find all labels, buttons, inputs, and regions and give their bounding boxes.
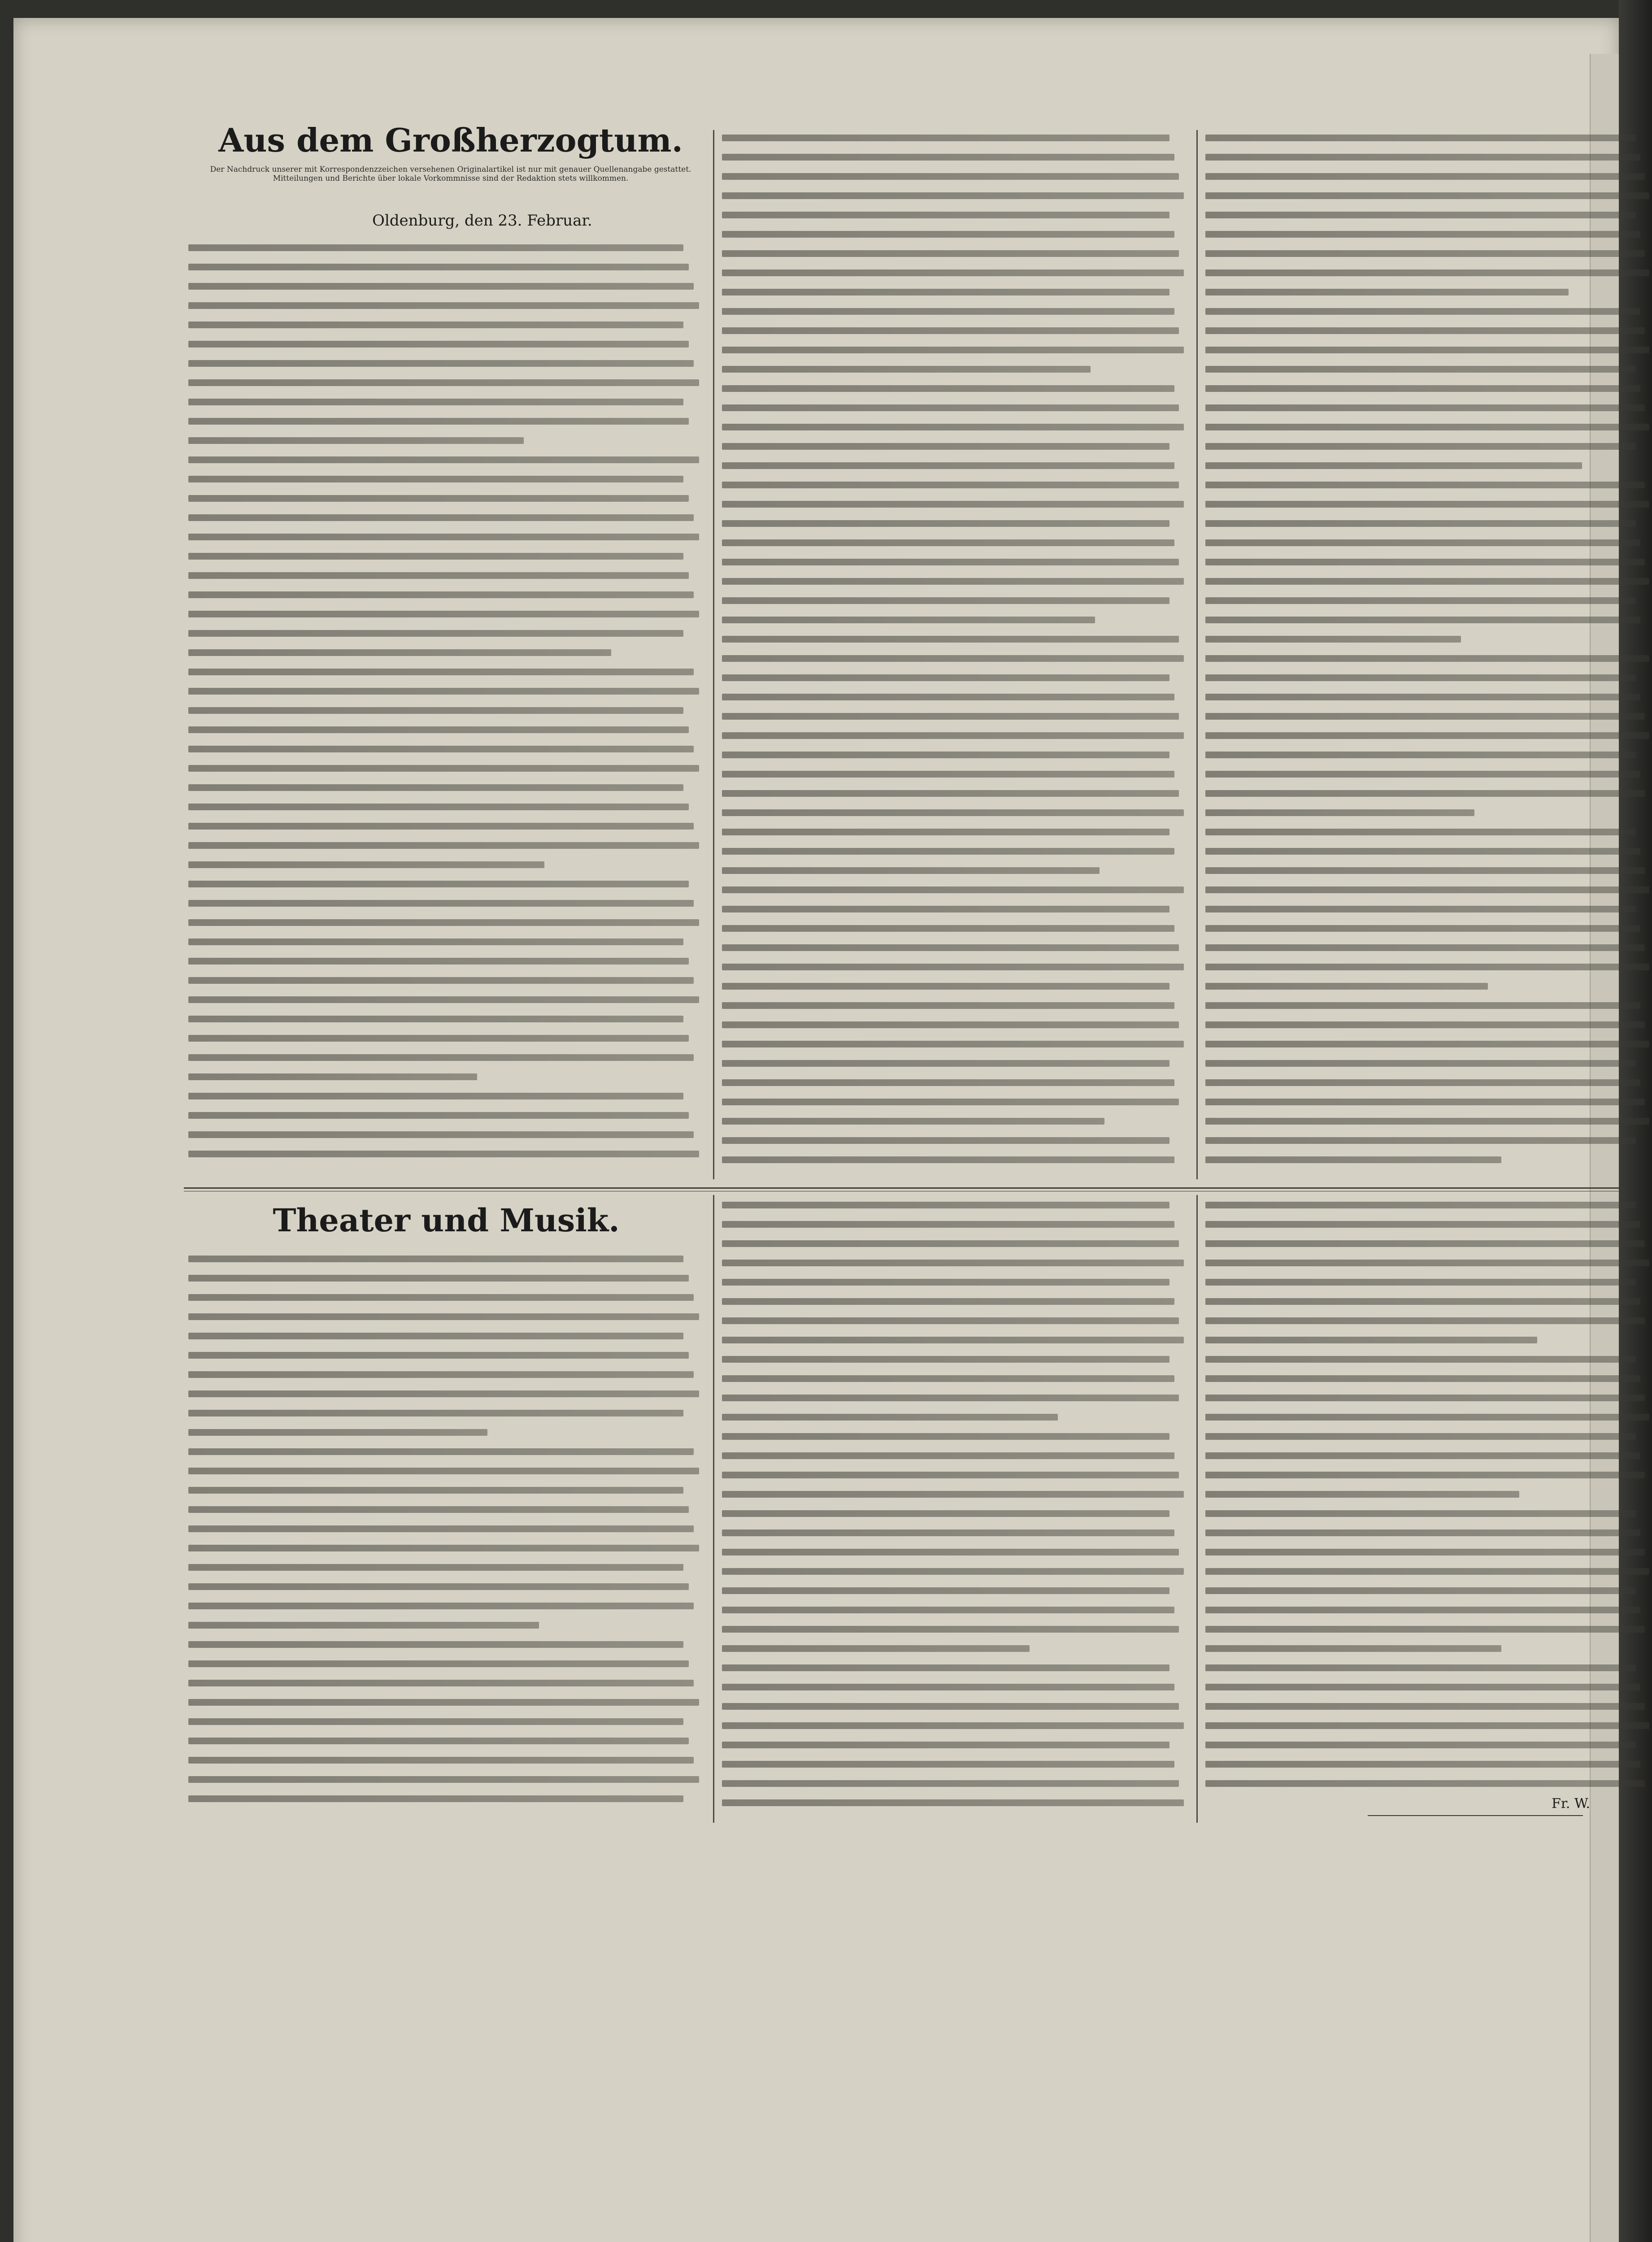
text-line	[1205, 752, 1636, 758]
text-line	[722, 1375, 1174, 1382]
text-line	[722, 404, 1179, 411]
text-line	[188, 379, 699, 386]
text-line	[1205, 964, 1649, 970]
text-line	[1205, 173, 1645, 180]
text-line	[188, 341, 689, 348]
text-line	[1205, 713, 1645, 720]
text-line	[722, 1529, 1174, 1536]
text-line	[1205, 906, 1636, 912]
text-line	[722, 520, 1169, 527]
text-line	[1205, 771, 1640, 778]
text-line	[1205, 1298, 1640, 1305]
text-line	[722, 674, 1169, 681]
text-line	[188, 437, 524, 444]
text-line	[188, 1410, 683, 1416]
text-line	[722, 501, 1184, 508]
text-line	[188, 1641, 683, 1648]
text-line	[722, 1607, 1174, 1613]
text-line	[722, 1433, 1169, 1440]
text-line	[1205, 250, 1645, 257]
text-line	[722, 752, 1169, 758]
text-line	[722, 308, 1174, 315]
text-line	[188, 283, 694, 290]
text-line	[722, 250, 1179, 257]
text-line	[1205, 443, 1636, 450]
text-line	[1205, 1780, 1645, 1787]
text-column-3	[1205, 135, 1652, 1176]
text-line	[722, 636, 1179, 643]
text-line	[722, 944, 1179, 951]
text-line	[1205, 944, 1645, 951]
text-line	[188, 611, 699, 617]
text-line	[722, 1510, 1169, 1517]
text-line	[722, 578, 1184, 585]
text-line	[722, 1472, 1179, 1478]
text-column-5	[722, 1202, 1188, 1819]
text-line	[722, 1118, 1104, 1125]
closing-rule	[1368, 1815, 1583, 1816]
text-line	[722, 848, 1174, 855]
text-line	[188, 302, 699, 309]
text-line	[188, 360, 694, 367]
text-line	[188, 418, 689, 425]
text-line	[188, 900, 694, 907]
text-line	[188, 1795, 683, 1802]
text-line	[722, 231, 1174, 238]
text-line	[722, 366, 1091, 373]
text-line	[1205, 790, 1645, 797]
text-line	[1205, 1703, 1645, 1710]
text-column-6	[1205, 1202, 1652, 1799]
text-line	[188, 1151, 699, 1157]
text-line	[722, 1021, 1179, 1028]
text-line	[1205, 462, 1582, 469]
text-line	[722, 1664, 1169, 1671]
text-line	[1205, 829, 1636, 835]
text-line	[188, 881, 689, 887]
text-line	[188, 476, 683, 482]
text-line	[188, 1487, 683, 1494]
text-line	[722, 462, 1174, 469]
text-line	[188, 244, 683, 251]
text-line	[1205, 1240, 1645, 1247]
section-title-theater: Theater und Musik.	[273, 1202, 620, 1239]
text-line	[1205, 404, 1645, 411]
text-line	[1205, 1260, 1649, 1266]
text-line	[188, 977, 694, 984]
text-line	[188, 939, 683, 945]
text-line	[188, 1776, 699, 1783]
text-line	[1205, 1529, 1640, 1536]
text-line	[1205, 1452, 1640, 1459]
text-line	[1205, 192, 1649, 199]
text-line	[722, 1317, 1179, 1324]
text-line	[722, 1221, 1174, 1228]
text-line	[722, 1060, 1169, 1067]
text-line	[1205, 1021, 1645, 1028]
text-line	[722, 1645, 1030, 1652]
text-line	[722, 1452, 1174, 1459]
text-line	[188, 726, 689, 733]
text-line	[188, 572, 689, 579]
text-line	[722, 1002, 1174, 1009]
text-line	[722, 771, 1174, 778]
text-line	[1205, 1118, 1649, 1125]
text-line	[1205, 366, 1636, 373]
text-line	[722, 1742, 1169, 1748]
text-line	[1205, 269, 1649, 276]
text-line	[188, 784, 683, 791]
text-line	[722, 1568, 1184, 1575]
text-line	[722, 1703, 1179, 1710]
text-line	[188, 514, 694, 521]
text-line	[188, 765, 699, 772]
text-line	[722, 1099, 1179, 1105]
text-line	[188, 399, 683, 405]
text-line	[188, 1506, 689, 1513]
text-line	[722, 964, 1184, 970]
text-line	[188, 591, 694, 598]
text-line	[1205, 1761, 1640, 1768]
text-line	[188, 649, 611, 656]
text-line	[188, 1622, 539, 1629]
text-line	[188, 630, 683, 637]
text-line	[1205, 578, 1649, 585]
text-line	[722, 925, 1174, 932]
text-line	[188, 1112, 689, 1119]
text-line	[1205, 1549, 1645, 1555]
text-line	[722, 617, 1095, 623]
text-line	[188, 1448, 694, 1455]
text-line	[1205, 1337, 1537, 1343]
text-line	[188, 1699, 699, 1706]
text-line	[1205, 886, 1649, 893]
text-line	[1205, 308, 1640, 315]
text-line	[188, 842, 699, 849]
text-line	[1205, 694, 1640, 700]
text-line	[722, 539, 1174, 546]
text-line	[722, 1156, 1174, 1163]
article-signature: Fr. W.	[1552, 1796, 1591, 1812]
text-line	[1205, 1137, 1636, 1144]
text-line	[188, 861, 544, 868]
text-line	[1205, 1041, 1649, 1047]
text-line	[722, 1202, 1169, 1208]
text-line	[188, 1660, 689, 1667]
text-line	[722, 135, 1169, 141]
text-line	[722, 192, 1184, 199]
text-line	[1205, 1099, 1645, 1105]
text-line	[722, 1079, 1174, 1086]
text-line	[722, 173, 1179, 180]
text-line	[188, 1035, 689, 1042]
text-line	[188, 1757, 694, 1764]
text-line	[722, 983, 1169, 990]
text-line	[188, 996, 699, 1003]
text-line	[188, 1256, 683, 1262]
text-line	[1205, 212, 1636, 218]
text-line	[722, 713, 1179, 720]
text-line	[1205, 327, 1645, 334]
text-line	[722, 1137, 1169, 1144]
text-line	[722, 1684, 1174, 1690]
text-line	[188, 1275, 689, 1282]
text-line	[722, 1761, 1174, 1768]
text-line	[722, 1549, 1179, 1555]
text-line	[1205, 732, 1649, 739]
text-line	[188, 495, 689, 502]
text-line	[1205, 1375, 1640, 1382]
text-line	[1205, 1414, 1649, 1421]
column-rule-3	[713, 1195, 714, 1823]
text-line	[1205, 1587, 1636, 1594]
text-line	[188, 1093, 683, 1099]
text-line	[188, 553, 683, 560]
text-line	[188, 958, 689, 965]
text-line	[188, 1545, 699, 1551]
text-line	[722, 597, 1169, 604]
text-line	[1205, 347, 1649, 353]
text-line	[722, 886, 1184, 893]
text-line	[188, 669, 694, 675]
text-line	[722, 790, 1179, 797]
text-line	[722, 212, 1169, 218]
text-line	[722, 694, 1174, 700]
text-line	[188, 322, 683, 328]
text-line	[1205, 1356, 1636, 1363]
text-line	[1205, 1279, 1636, 1286]
text-line	[1205, 1472, 1645, 1478]
text-line	[722, 1041, 1184, 1047]
text-column-1	[188, 244, 704, 1170]
text-line	[188, 1525, 694, 1532]
text-line	[188, 1333, 683, 1339]
text-line	[1205, 867, 1645, 874]
text-line	[188, 1073, 477, 1080]
section-divider-top	[184, 1187, 1623, 1189]
text-line	[188, 1564, 683, 1571]
text-line	[722, 289, 1169, 295]
text-line	[722, 347, 1184, 353]
text-line	[1205, 1742, 1636, 1748]
text-line	[1205, 231, 1640, 238]
text-line	[188, 1680, 694, 1686]
text-line	[188, 804, 689, 810]
text-line	[722, 1587, 1169, 1594]
text-line	[188, 534, 699, 540]
text-line	[1205, 597, 1636, 604]
text-line	[722, 1626, 1179, 1633]
text-line	[1205, 1722, 1649, 1729]
text-line	[1205, 617, 1640, 623]
text-line	[188, 688, 699, 695]
text-line	[188, 1352, 689, 1359]
text-line	[188, 1313, 699, 1320]
text-line	[722, 1356, 1169, 1363]
text-line	[1205, 655, 1649, 662]
text-line	[722, 1298, 1174, 1305]
text-line	[1205, 1645, 1501, 1652]
text-line	[722, 443, 1169, 450]
text-line	[1205, 925, 1640, 932]
text-line	[722, 482, 1179, 488]
text-line	[722, 829, 1169, 835]
text-line	[722, 1414, 1058, 1421]
text-line	[1205, 1395, 1645, 1401]
text-line	[722, 809, 1184, 816]
text-line	[1205, 520, 1636, 527]
text-line	[1205, 809, 1474, 816]
text-line	[722, 867, 1100, 874]
text-line	[722, 424, 1184, 430]
text-line	[1205, 1317, 1645, 1324]
text-line	[188, 1054, 694, 1061]
text-line	[188, 1603, 694, 1609]
text-line	[188, 823, 694, 830]
section-kicker: Der Nachdruck unserer mit Korrespondenzzeichen versehenen Originalartikel ist nur mit genauer Quellenangabe gestattet. Mitteilungen und Berichte über lokale Vorkommnisse sind der Redaktion stets willkommen.	[210, 165, 691, 183]
text-line	[722, 655, 1184, 662]
text-line	[722, 154, 1174, 161]
text-line	[722, 1337, 1184, 1343]
text-line	[722, 559, 1179, 565]
text-line	[188, 1371, 694, 1378]
text-line	[188, 1390, 699, 1397]
text-line	[188, 1429, 487, 1436]
text-line	[1205, 1568, 1649, 1575]
text-line	[1205, 1664, 1636, 1671]
text-line	[1205, 482, 1645, 488]
text-line	[188, 1131, 694, 1138]
text-line	[188, 1016, 683, 1022]
text-line	[188, 707, 683, 714]
text-line	[188, 919, 699, 926]
text-line	[722, 1491, 1184, 1498]
text-line	[1205, 385, 1640, 392]
text-line	[188, 1583, 689, 1590]
text-line	[1205, 154, 1640, 161]
column-rule-4	[1196, 1195, 1198, 1823]
text-line	[1205, 983, 1488, 990]
text-line	[1205, 289, 1569, 295]
text-line	[188, 264, 689, 270]
text-line	[1205, 501, 1649, 508]
text-line	[1205, 1002, 1640, 1009]
text-line	[1205, 1156, 1501, 1163]
text-line	[722, 1722, 1184, 1729]
text-line	[188, 456, 699, 463]
column-rule-2	[1196, 130, 1198, 1179]
text-line	[1205, 1626, 1645, 1633]
text-line	[1205, 1079, 1640, 1086]
text-line	[722, 385, 1174, 392]
text-line	[1205, 1433, 1636, 1440]
text-line	[722, 1260, 1184, 1266]
text-line	[1205, 559, 1645, 565]
text-line	[1205, 636, 1461, 643]
text-line	[188, 1738, 689, 1744]
text-line	[722, 1780, 1179, 1787]
column-rule-1	[713, 130, 714, 1179]
text-line	[722, 269, 1184, 276]
text-line	[722, 1240, 1179, 1247]
text-line	[722, 732, 1184, 739]
text-line	[188, 1468, 699, 1474]
section-title-grossherzogtum: Aus dem Großherzogtum.	[218, 121, 683, 159]
text-line	[1205, 1607, 1640, 1613]
text-column-4	[188, 1256, 704, 1815]
text-line	[722, 1799, 1184, 1806]
text-line	[1205, 424, 1649, 430]
text-line	[1205, 1060, 1636, 1067]
text-line	[188, 1718, 683, 1725]
text-line	[722, 906, 1169, 912]
text-line	[1205, 1202, 1636, 1208]
text-line	[1205, 135, 1636, 141]
dateline: Oldenburg, den 23. Februar.	[372, 212, 592, 230]
text-column-2	[722, 135, 1188, 1176]
text-line	[1205, 539, 1640, 546]
text-line	[722, 1279, 1169, 1286]
text-line	[1205, 1491, 1519, 1498]
text-line	[1205, 674, 1636, 681]
text-line	[188, 1294, 694, 1301]
text-line	[1205, 1684, 1640, 1690]
text-line	[722, 1395, 1179, 1401]
text-line	[722, 327, 1179, 334]
text-line	[1205, 1510, 1636, 1517]
text-line	[188, 746, 694, 752]
text-line	[1205, 1221, 1640, 1228]
text-line	[1205, 848, 1640, 855]
